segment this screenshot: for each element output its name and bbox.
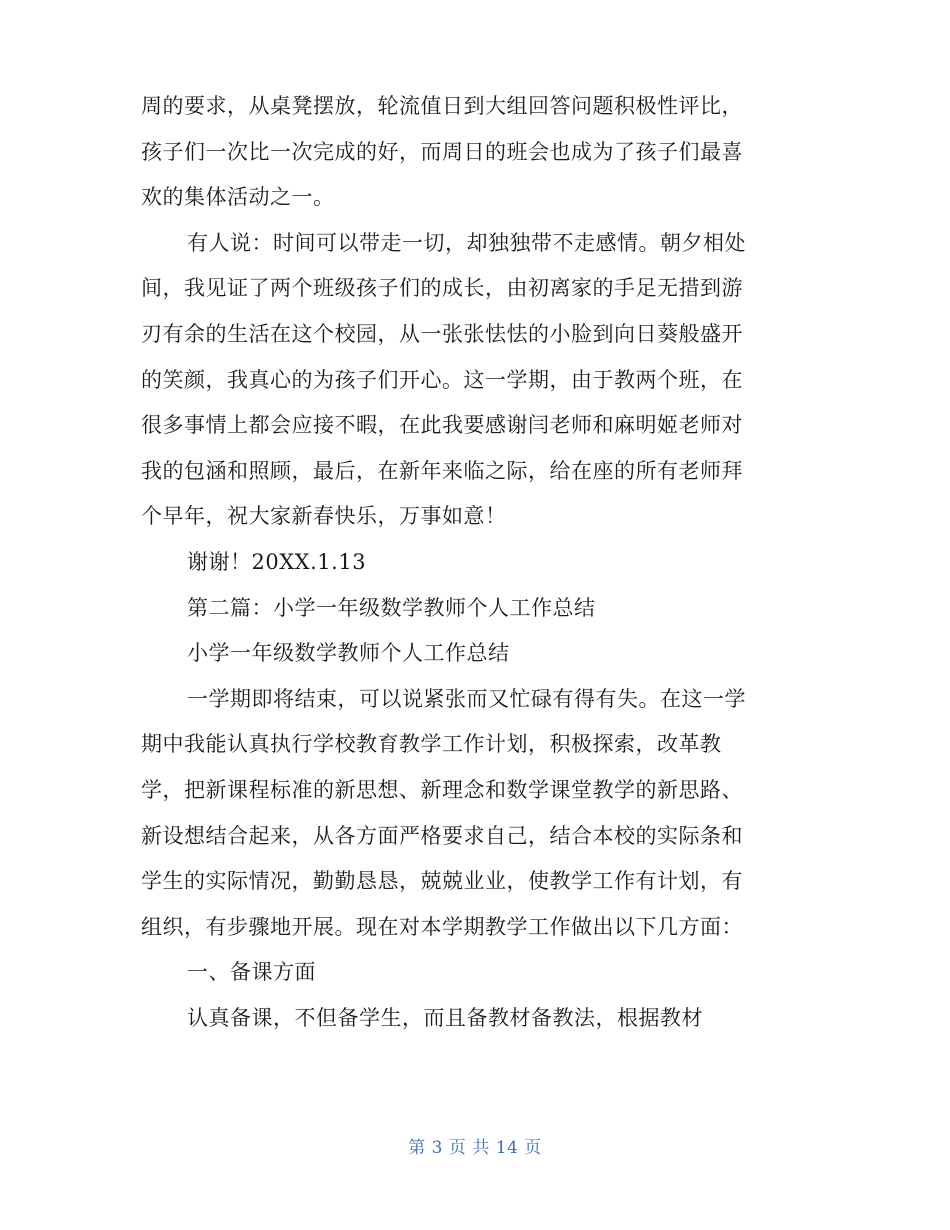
page-body xyxy=(141,84,811,1041)
paragraph-line-continuation: 很多事情上都会应接不暇，在此我要感谢闫老师和麻明姬老师对 xyxy=(141,413,743,438)
section-heading: 第二篇：小学一年级数学教师个人工作总结 xyxy=(187,595,596,620)
subsection-heading: 一、备课方面 xyxy=(187,960,316,985)
paragraph-line-continuation: 孩子们一次比一次完成的好，而周日的班会也成为了孩子们最喜 xyxy=(141,139,743,164)
paragraph-line-continuation: 的笑颜，我真心的为孩子们开心。这一学期，由于教两个班，在 xyxy=(141,367,743,392)
paragraph-line-continuation: 组织，有步骤地开展。现在对本学期教学工作做出以下几方面： xyxy=(141,914,743,939)
paragraph-line-continuation: 学生的实际情况，勤勤恳恳，兢兢业业，使教学工作有计划，有 xyxy=(141,869,743,894)
footer-prefix: 第 xyxy=(408,1138,426,1158)
footer-middle: 页 共 xyxy=(448,1138,490,1158)
paragraph-line-start: 一学期即将结束，可以说紧张而又忙碌有得有失。在这一学 xyxy=(187,686,746,711)
paragraph-line-continuation: 个早年，祝大家新春快乐，万事如意！ xyxy=(141,504,507,529)
paragraph-line-continuation: 间，我见证了两个班级孩子们的成长，由初离家的手足无措到游 xyxy=(141,276,743,301)
paragraph-line-continuation: 新设想结合起来，从各方面严格要求自己，结合本校的实际条和 xyxy=(141,823,743,848)
paragraph-line-continuation: 我的包涵和照顾，最后，在新年来临之际，给在座的所有老师拜 xyxy=(141,458,743,483)
paragraph-line-continuation: 周的要求，从桌凳摆放，轮流值日到大组回答问题积极性评比， xyxy=(141,94,743,118)
paragraph-line-continuation: 刃有余的生活在这个校园，从一张张怯怯的小脸到向日葵般盛开 xyxy=(141,321,743,346)
paragraph-line-continuation: 欢的集体活动之一。 xyxy=(141,185,335,210)
paragraph-line-continuation: 学，把新课程标准的新思想、新理念和数学课堂教学的新思路、 xyxy=(141,777,743,802)
paragraph-line-start: 认真备课，不但备学生，而且备教材备教法，根据教材 xyxy=(187,1005,703,1030)
footer-current-page: 3 xyxy=(431,1138,443,1158)
paragraph-line-continuation: 期中我能认真执行学校教育教学工作计划，积极探索，改革教 xyxy=(141,732,722,757)
paragraph-line-start: 有人说：时间可以带走一切，却独独带不走感情。朝夕相处 xyxy=(187,230,746,255)
footer-suffix: 页 xyxy=(524,1138,542,1158)
document-title: 小学一年级数学教师个人工作总结 xyxy=(187,641,510,666)
signoff-line: 谢谢！20XX.1.13 xyxy=(187,549,367,574)
page-number-footer xyxy=(0,1133,950,1158)
footer-total-pages: 14 xyxy=(495,1138,519,1158)
